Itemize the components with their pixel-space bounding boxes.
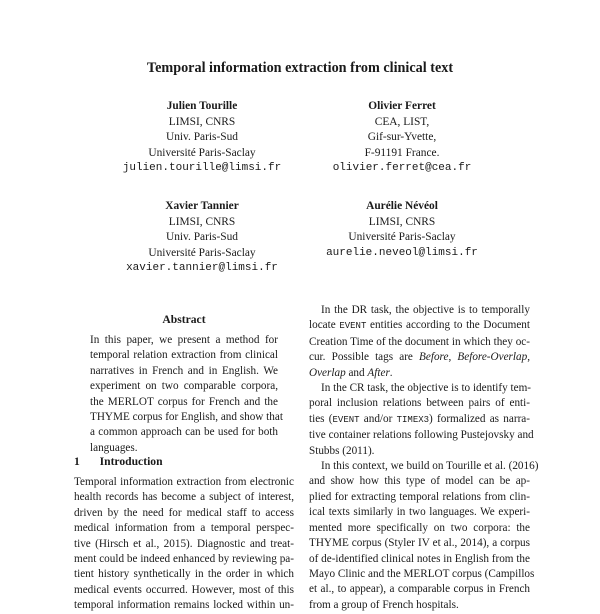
author-affiliation: Gif-sur-Yvette,	[367, 131, 437, 143]
timex3-tag: TIMEX3	[396, 414, 430, 425]
intro-line: tient history synthetically in the order in which	[74, 568, 294, 581]
abstract-body	[90, 333, 283, 456]
paper-title: Temporal information extraction from clinical text	[146, 60, 454, 76]
section-number: 1	[74, 455, 80, 468]
dr-line: cur. Possible tags are Before, Before-Overlap,	[309, 351, 530, 364]
cr-line: In the CR task, the objective is to identify tem-	[321, 382, 532, 395]
author-email[interactable]: aurelie.neveol@limsi.fr	[326, 246, 478, 259]
intro-line: medical information from a temporal perspec-	[74, 522, 294, 535]
abstract-line: temporal relation extraction from clinical	[90, 349, 278, 362]
cr-line: tive container relations following Pustejovsky and	[309, 429, 534, 442]
right-column	[309, 303, 539, 613]
context-line: and show how this type of model can be ap-	[309, 475, 530, 488]
author-email[interactable]: julien.tourille@limsi.fr	[122, 162, 282, 174]
intro-line: health records has become a subject of interest,	[74, 491, 294, 504]
cr-line: poral inclusion relations between pairs of enti-	[309, 397, 530, 410]
author-email[interactable]: olivier.ferret@cea.fr	[332, 162, 472, 174]
intro-line: tive (Hirsch et al., 2015). Diagnostic and treat-	[74, 537, 294, 550]
dr-line: locate EVENT entities according to the Document	[309, 319, 530, 332]
author-block-1	[97, 99, 307, 177]
author-affiliation: LIMSI, CNRS	[168, 215, 236, 228]
author-affiliation: Université Paris-Saclay	[148, 146, 256, 159]
intro-line: driven by the need for medical staff to access	[74, 506, 294, 519]
author-name: Olivier Ferret	[368, 100, 436, 112]
abstract-line: experiment on two comparable corpora,	[90, 380, 278, 393]
dr-line: Overlap and After.	[309, 366, 393, 379]
author-email[interactable]: xavier.tannier@limsi.fr	[126, 262, 278, 274]
cr-line: ties (EVENT and/or TIMEX3) formalized as narra-	[309, 412, 530, 425]
context-line: from a group of French hospitals.	[309, 598, 459, 611]
intro-line: Temporal information extraction from electronic	[74, 476, 294, 488]
context-line: plied for extracting temporal relations from clin-	[309, 490, 530, 503]
abstract-line: a common approach can be used for both	[90, 426, 278, 439]
author-affiliation: CEA, LIST,	[374, 115, 430, 128]
intro-line: temporal information remains locked within un-	[74, 599, 294, 612]
author-name: Xavier Tannier	[165, 200, 239, 212]
introduction-body	[74, 475, 294, 614]
abstract-heading: Abstract	[162, 313, 206, 326]
abstract-line: narratives in French and in English. We	[90, 364, 278, 377]
author-affiliation: Univ. Paris-Sud	[165, 131, 239, 143]
author-affiliation: Univ. Paris-Sud	[165, 231, 239, 243]
author-affiliation: Université Paris-Saclay	[348, 231, 456, 243]
dr-line: In the DR task, the objective is to temporally	[321, 304, 530, 316]
author-block-2	[297, 99, 507, 177]
abstract-line: languages.	[90, 441, 138, 454]
cr-line: Stubbs (2011).	[309, 444, 375, 457]
section-heading	[74, 455, 163, 468]
author-block-3	[97, 199, 307, 277]
author-affiliation: F-91191 France.	[364, 146, 440, 159]
context-line: Mayo Clinic and the MERLOT corpus (Campillos	[309, 567, 535, 580]
author-affiliation: LIMSI, CNRS	[368, 215, 436, 228]
abstract-line: In this paper, we present a method for	[90, 334, 278, 346]
context-line: et al., to appear), a comparable corpus in French	[309, 583, 530, 596]
context-line: THYME corpus (Styler IV et al., 2014), a corpus	[309, 537, 530, 550]
context-line: ical texts similarly in two languages. We experi-	[309, 506, 530, 519]
author-name: Julien Tourille	[166, 100, 238, 112]
context-line: of de-identified clinical notes in English from the	[309, 552, 530, 565]
context-line: In this context, we build on Tourille et al. (2016)	[321, 460, 539, 473]
author-block-4	[297, 199, 507, 261]
author-name: Aurélie Névéol	[366, 200, 438, 212]
event-tag: EVENT	[339, 321, 367, 332]
dr-line: Creation Time of the document in which they oc-	[309, 335, 530, 348]
section-title: Introduction	[99, 455, 163, 468]
abstract-line: THYME corpus for English, and show that	[90, 411, 283, 424]
context-line: mented more specifically on two corpora: the	[309, 521, 530, 534]
abstract-line: the MERLOT corpus for French and the	[90, 395, 278, 408]
author-affiliation: Université Paris-Saclay	[148, 246, 256, 259]
intro-line: medical events occurred. However, most of this	[74, 583, 294, 596]
author-affiliation: LIMSI, CNRS	[168, 115, 236, 128]
event-tag: EVENT	[332, 414, 360, 425]
intro-line: ment could be indeed enhanced by reviewing pa-	[74, 553, 294, 566]
